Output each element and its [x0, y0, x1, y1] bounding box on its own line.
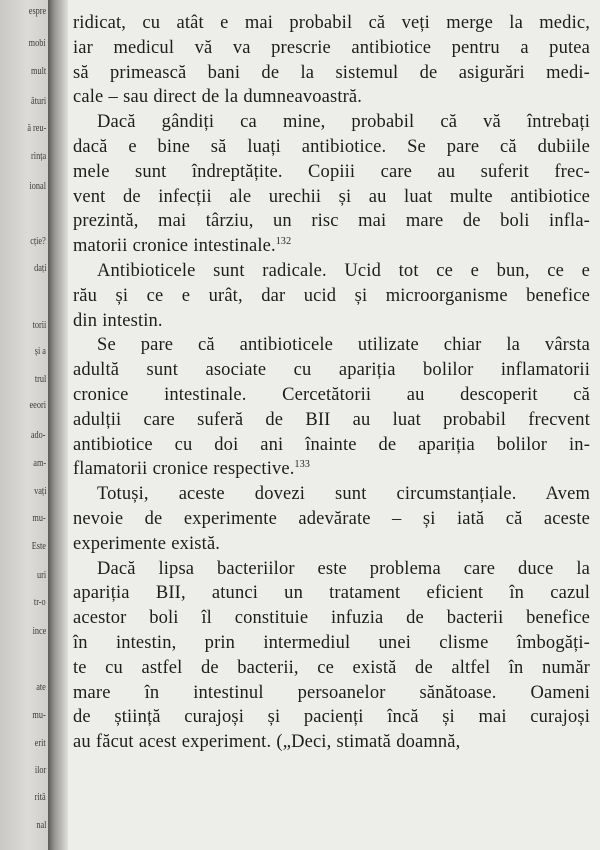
text-line	[73, 730, 590, 755]
text-line	[73, 110, 590, 135]
line-text: Dacă lipsa bacteriilor este problema care duce la	[97, 558, 590, 579]
paragraph	[73, 482, 590, 556]
text-line	[73, 532, 590, 557]
line-text: nevoie de experimente adevărate – și iată că aceste	[73, 508, 590, 529]
footnote-reference: 133	[294, 459, 310, 471]
facing-page-fragment: cție?	[30, 235, 46, 247]
text-line	[73, 557, 590, 582]
facing-page-fragment: rită	[34, 791, 46, 803]
text-line	[73, 36, 590, 61]
facing-page-fragment: mobi	[29, 37, 46, 49]
text-line	[73, 160, 590, 185]
facing-page-fragment: espre	[28, 5, 46, 17]
facing-page-fragment: erit	[34, 737, 46, 749]
facing-page-fragment: uri	[36, 569, 46, 581]
text-line	[73, 457, 590, 482]
facing-page-fragment: și a	[34, 345, 46, 357]
line-text: flamatorii cronice respective.	[73, 459, 295, 480]
text-line	[73, 507, 590, 532]
line-text: au făcut acest experiment. („Deci, stimată doamnă,	[73, 732, 461, 753]
facing-page-fragment: ado-	[31, 429, 46, 441]
text-line	[73, 631, 590, 656]
paragraph	[73, 259, 590, 333]
line-text: matorii cronice intestinale.	[73, 236, 276, 257]
line-text: adulții care suferă de BII au luat probabil frecvent	[73, 409, 590, 430]
line-text: Dacă gândiți ca mine, probabil că vă întrebați	[97, 112, 590, 133]
facing-page-fragment: am-	[33, 457, 46, 469]
text-line	[73, 333, 590, 358]
text-line	[73, 209, 590, 234]
line-text: să primească bani de la sistemul de asigurări medi-	[73, 62, 590, 83]
line-text: te cu astfel de bacterii, ce există de altfel în număr	[73, 657, 590, 678]
facing-page-fragment: Este	[31, 540, 46, 552]
paragraph	[73, 11, 590, 110]
facing-page-fragment: ional	[29, 180, 46, 192]
text-line	[73, 433, 590, 458]
facing-page-fragment: ince	[32, 625, 46, 637]
facing-page-fragment: ate	[36, 681, 46, 693]
line-text: cronice intestinale. Cercetătorii au descoperit că	[73, 384, 590, 405]
line-text: în intestin, prin intermediul unei clisme îmbogăți-	[73, 632, 590, 653]
line-text: iar medicul vă va prescrie antibiotice pentru a putea	[73, 37, 590, 58]
footnote-reference: 132	[275, 236, 292, 248]
text-line	[73, 581, 590, 606]
text-line	[73, 606, 590, 631]
line-text: Antibioticele sunt radicale. Ucid tot ce e bun, ce e	[97, 260, 590, 281]
text-line	[73, 705, 590, 730]
line-text: rău și ce e urât, dar ucid și microorganisme benefice	[73, 285, 590, 306]
text-line	[73, 383, 590, 408]
facing-page-fragment: trul	[34, 373, 46, 385]
page-body-text	[73, 11, 590, 755]
facing-page-fragment: rința	[30, 150, 46, 162]
text-line	[73, 408, 590, 433]
text-line	[73, 234, 590, 259]
text-line	[73, 135, 590, 160]
text-line	[73, 11, 590, 36]
text-line	[73, 358, 590, 383]
line-text: prezintă, mai târziu, un risc mai mare de boli infla-	[73, 211, 590, 232]
line-text: Se pare că antibioticele utilizate chiar la vârsta	[97, 335, 590, 356]
line-text: antibiotice cu doi ani înainte de apariția bolilor in-	[73, 434, 590, 455]
line-text: apariția BII, atunci un tratament eficient în cazul	[73, 583, 590, 604]
text-line	[73, 61, 590, 86]
paragraph	[73, 557, 590, 755]
line-text: dacă e bine să luați antibiotice. Se pare că dubiile	[73, 136, 590, 157]
line-text: vent de infecții ale urechii și au luat multe antibiotice	[73, 186, 590, 207]
facing-page-fragment: vați	[33, 485, 46, 497]
facing-page-fragment: ilor	[34, 764, 46, 776]
line-text: mele sunt îndreptățite. Copiii care au suferit frec-	[73, 161, 590, 182]
facing-page-fragment: mu-	[32, 709, 46, 721]
facing-page-fragment: mult	[30, 65, 46, 77]
line-text: mare în intestinul persoanelor sănătoase. Oameni	[73, 682, 590, 703]
line-text: Totuși, aceste dovezi sunt circumstanțiale. Avem	[97, 484, 590, 505]
text-line	[73, 656, 590, 681]
line-text: din intestin.	[73, 310, 163, 331]
text-line	[73, 259, 590, 284]
text-line	[73, 85, 590, 110]
paragraph	[73, 333, 590, 482]
facing-page-fragment: ă reu-	[26, 122, 46, 134]
text-line	[73, 284, 590, 309]
line-text: adultă sunt asociate cu apariția bolilor inflamatorii	[73, 360, 590, 381]
book-gutter-shadow	[48, 0, 68, 850]
facing-page-fragment: dați	[33, 262, 46, 274]
line-text: acestor boli îl constituie infuzia de bacterii benefice	[73, 608, 590, 629]
facing-page-fragment: tr-o	[34, 596, 46, 608]
line-text: cale – sau direct de la dumneavoastră.	[73, 87, 363, 108]
text-line	[73, 482, 590, 507]
line-text: de știință curajoși și pacienți încă și mai curajoși	[73, 707, 590, 728]
facing-page-fragment: nal	[35, 819, 46, 831]
text-line	[73, 309, 590, 334]
paragraph	[73, 110, 590, 259]
text-line	[73, 185, 590, 210]
facing-page-fragment: mu-	[32, 512, 46, 524]
text-line	[73, 681, 590, 706]
facing-page-edge	[0, 0, 50, 850]
facing-page-fragment: eeori	[29, 399, 46, 411]
line-text: ridicat, cu atât e mai probabil că veți merge la medic,	[73, 13, 590, 33]
facing-page-fragment: ături	[30, 95, 46, 107]
line-text: experimente există.	[73, 533, 221, 554]
facing-page-fragment: torii	[32, 319, 46, 331]
